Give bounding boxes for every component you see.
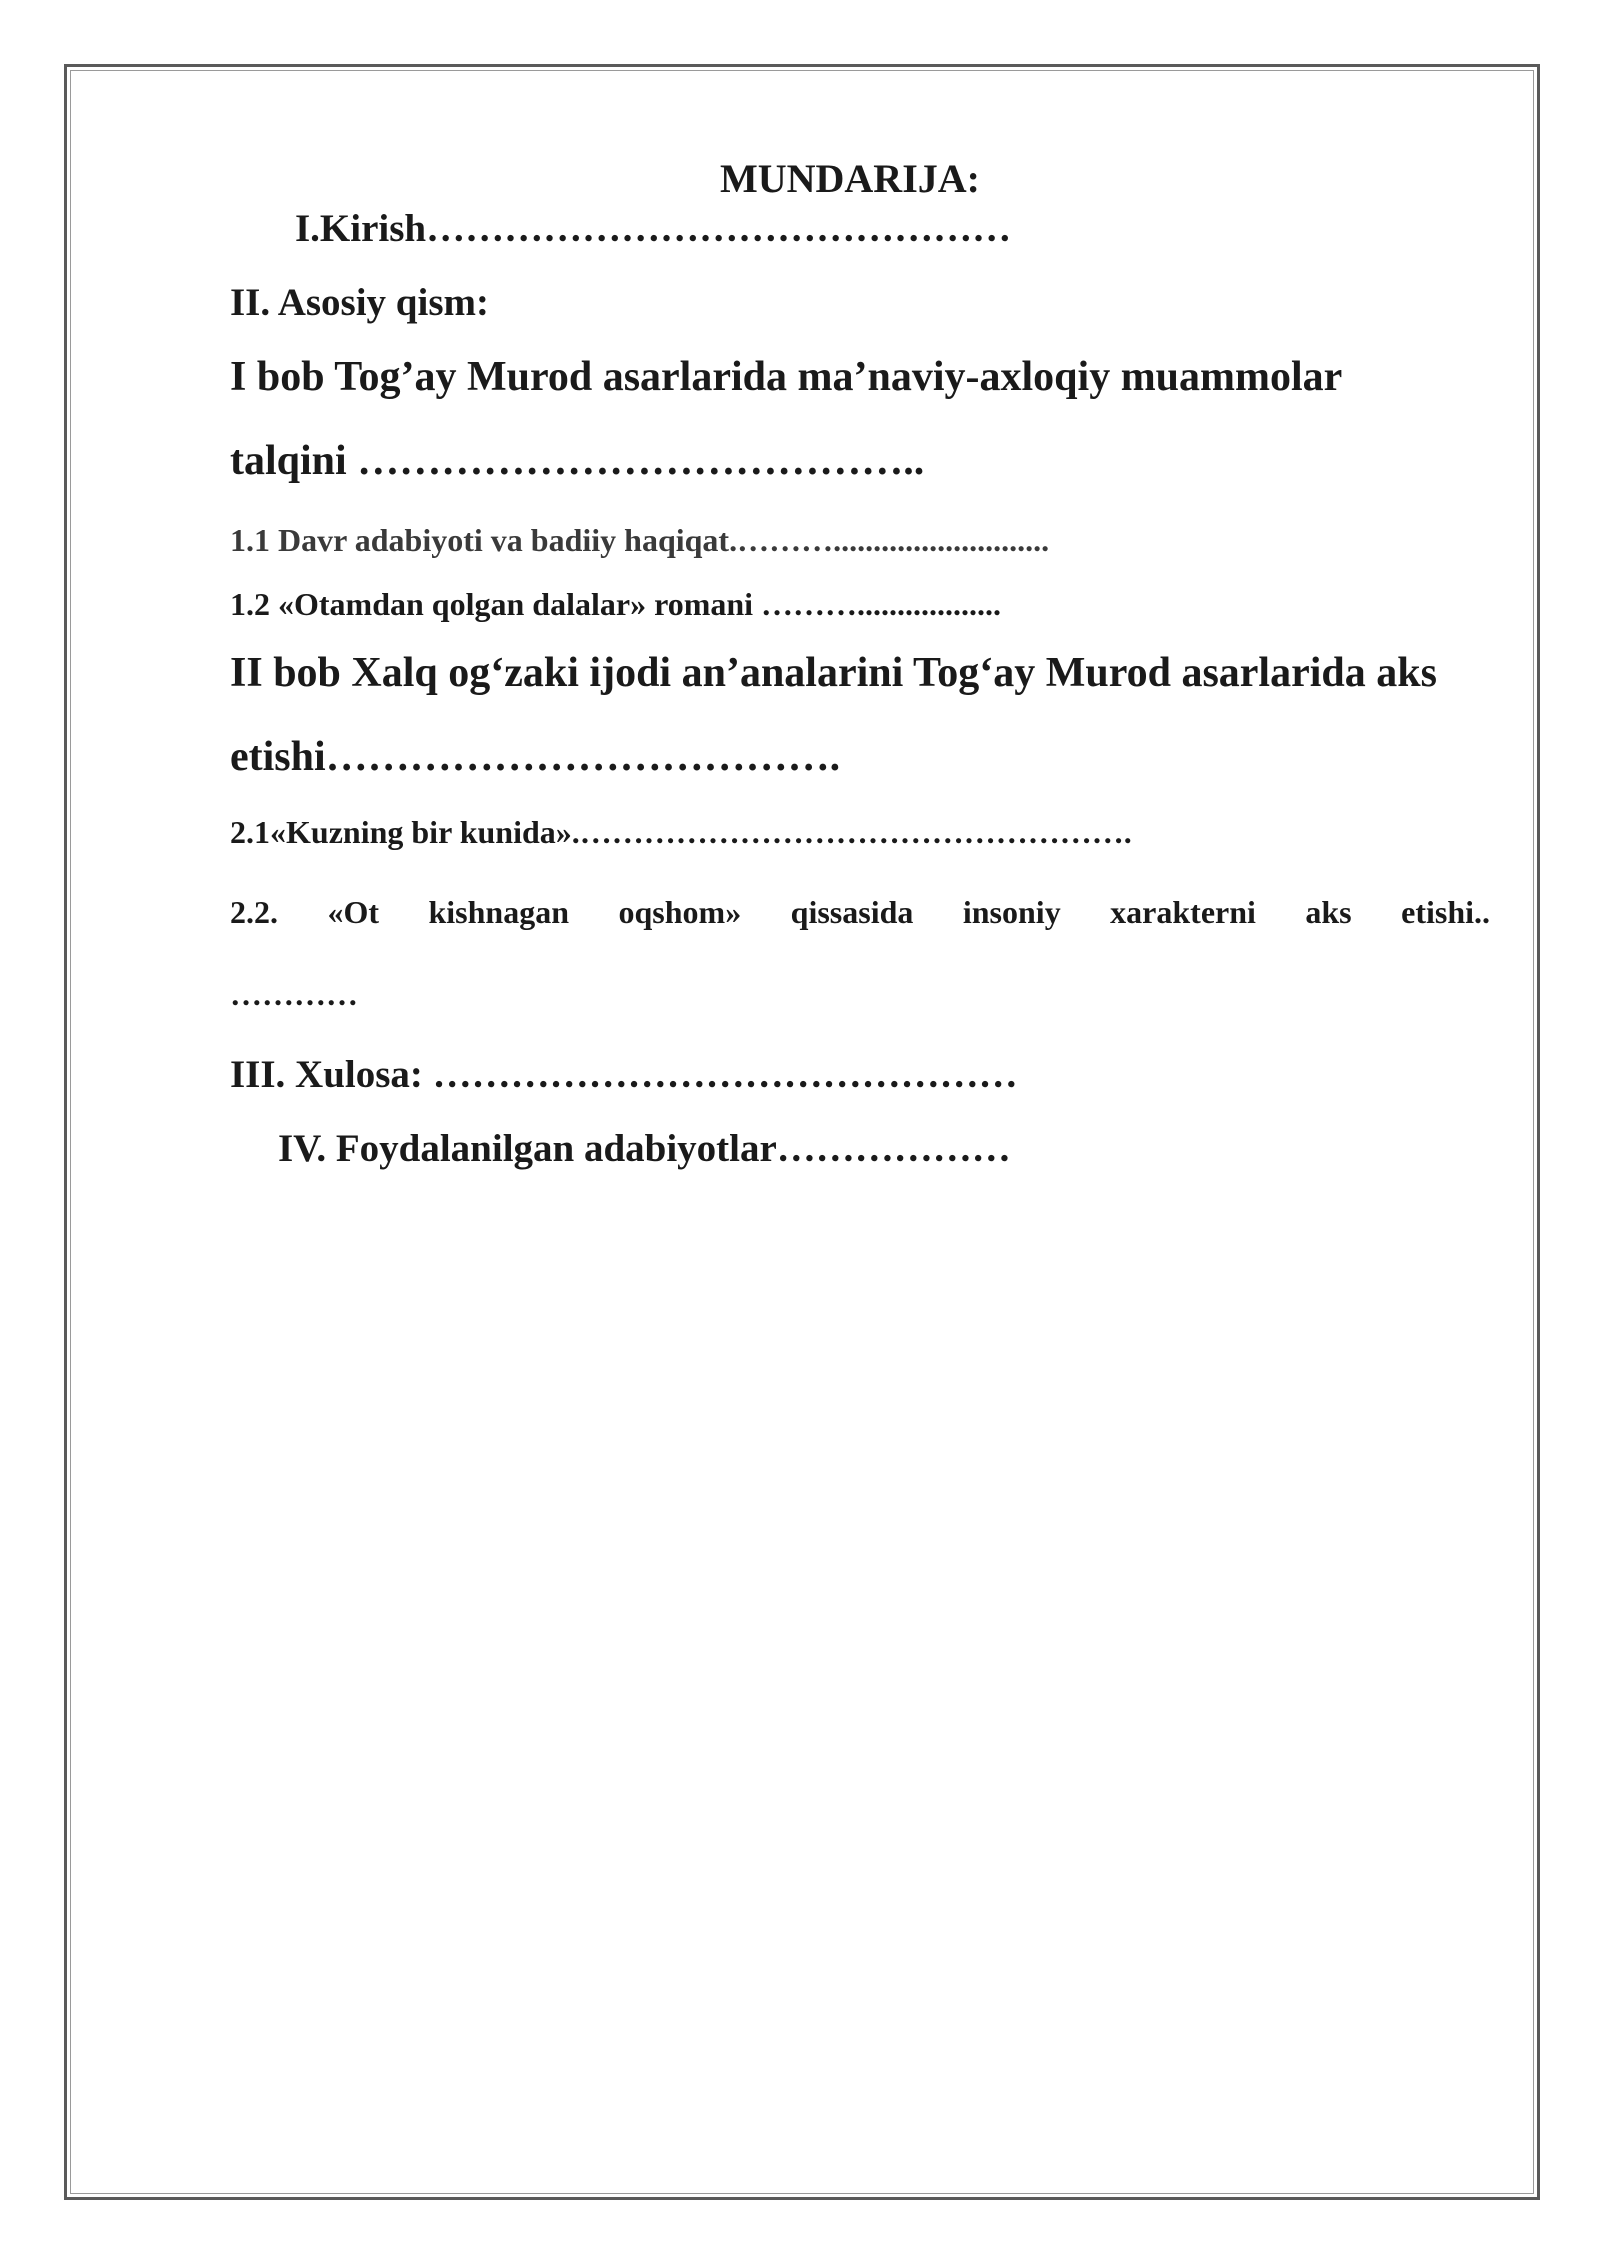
toc-entry-chapter-1: I bob Tog’ay Murod asarlarida ma’naviy-axloqiy muammolar [230,354,1343,400]
toc-entry-asosiy-qism: II. Asosiy qism: [230,281,489,324]
toc-entry-kirish: I.Kirish……………………………………… [295,207,1012,250]
toc-entry-section-2-1: 2.1«Kuzning bir kunida».……………………………………………. [230,814,1132,850]
toc-entry-adabiyotlar: IV. Foydalanilgan adabiyotlar……………… [278,1127,1011,1170]
toc-entry-section-2-2-dots: ………… [230,976,358,1012]
toc-entry-section-1-2: 1.2 «Otamdan qolgan dalalar» romani ……….................. [230,586,1002,622]
toc-title: MUNDARIJA: [720,156,980,201]
toc-entry-chapter-2: II bob Xalq og‘zaki ijodi an’analarini Tog‘ay Murod asarlarida aks [230,650,1437,696]
toc-entry-xulosa: III. Xulosa: ……………………………………… [230,1053,1018,1096]
toc-entry-chapter-2-cont: etishi………………………………. [230,734,841,780]
toc-entry-chapter-1-cont: talqini ………………………………….. [230,438,925,484]
toc-entry-section-2-2: 2.2. «Ot kishnagan oqshom» qissasida insoniy xarakterni aks etishi.. [230,894,1490,930]
toc-entry-section-1-1: 1.1 Davr adabiyoti va badiiy haqiqat.………........................... [230,522,1050,558]
